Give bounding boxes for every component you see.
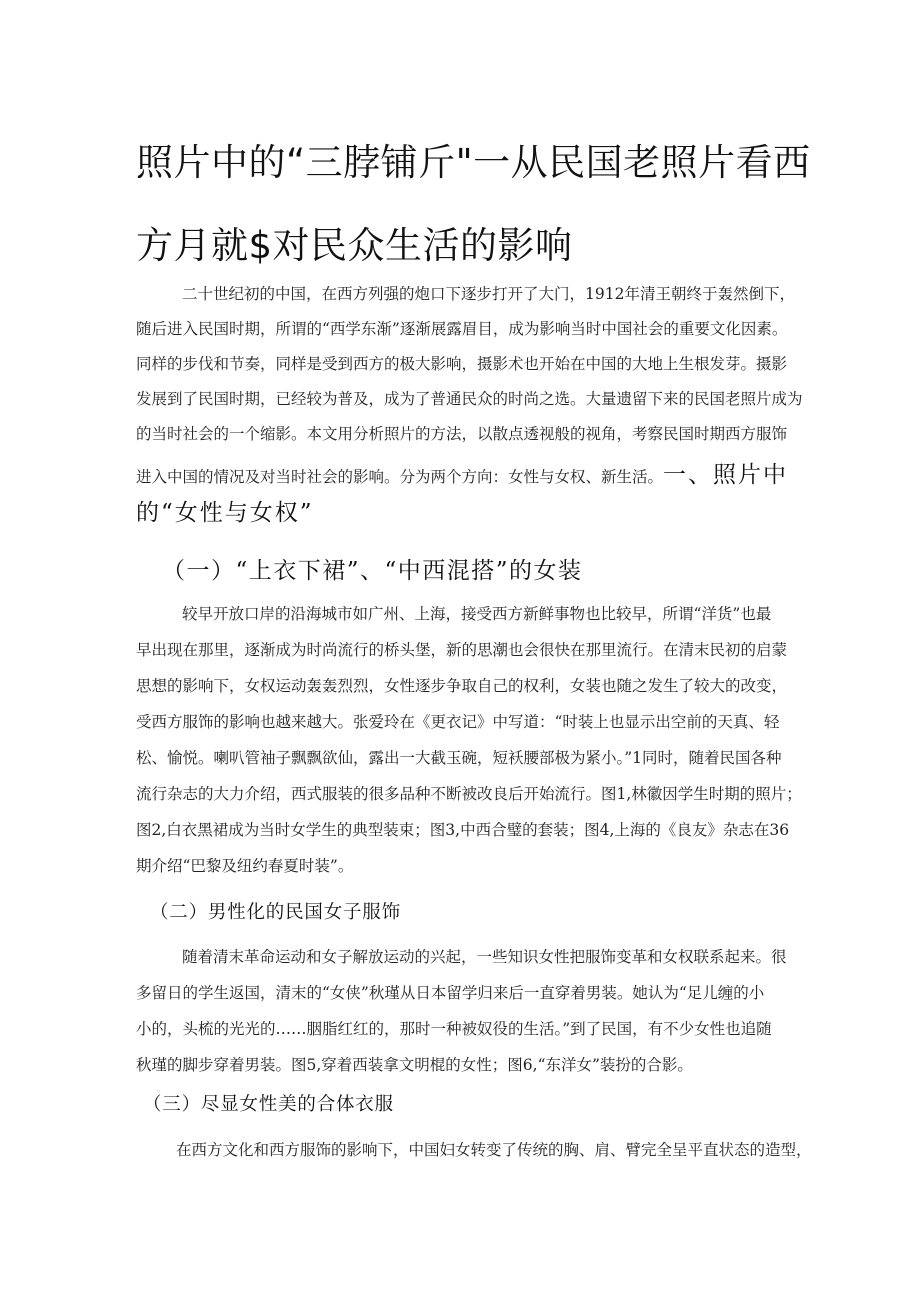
sub2-line-4: 秋瑾的脚步穿着男装。图5,穿着西装拿文明棍的女性；图6,“东洋女”装扮的合影。: [136, 1056, 693, 1074]
intro-line-2: 随后进入民国时期，所谓的“西学东渐”逐渐展露眉目，成为影响当时中国社会的重要文化因素。: [136, 320, 788, 338]
sub1-line-4: 受西方服饰的影响也越来越大。张爱玲在《更衣记》中写道：“时装上也显示出空前的天真、轻: [136, 713, 780, 731]
sub2-line-2: 多留日的学生返国，清末的“女侠”秋瑾从日本留学归来后一直穿着男装。她认为“足儿缠的小: [136, 984, 765, 1002]
subsection-2-heading: （二）男性化的民国女子服饰: [150, 902, 401, 923]
intro-line-5: 的当时社会的一个缩影。本文用分析照片的方法，以散点透视般的视角，考察民国时期西方服饰: [136, 425, 788, 443]
document-title-line-1: 照片中的“三脖铺斤"一从民国老照片看西: [136, 141, 811, 184]
document-title-line-2: 方月就$对民众生活的影响: [136, 224, 573, 267]
sub1-line-5: 松、愉悦。喇叭管袖子飘飘欲仙，露出一大截玉碗，短袄腰部极为紧小。”1同时，随着民国各种: [136, 749, 782, 767]
section-1-heading-part-1: 一、照片中: [663, 462, 789, 488]
sub1-line-8: 期介绍“巴黎及纽约春夏时装”。: [136, 857, 354, 875]
sub2-line-1: 随着清末革命运动和女子解放运动的兴起，一些知识女性把服饰变革和女权联系起来。很: [182, 948, 787, 966]
sub3-line-1: 在西方文化和西方服饰的影响下，中国妇女转变了传统的胸、肩、臂完全呈平直状态的造型，: [176, 1141, 812, 1159]
section-1-heading-part-2: 的“女性与女权”: [136, 500, 314, 526]
sub1-line-6: 流行杂志的大力介绍，西式服装的很多品种不断被改良后开始流行。图1,林徽因学生时期的照片；: [136, 785, 802, 803]
subsection-3-heading: （三）尽显女性美的合体衣服: [143, 1094, 394, 1115]
sub1-line-2: 早出现在那里，逐渐成为时尚流行的桥头堡，新的思潮也会很快在那里流行。在清末民初的启蒙: [136, 641, 788, 659]
sub1-line-1: 较早开放口岸的沿海城市如广州、上海，接受西方新鲜事物也比较早，所谓“洋货”也最: [182, 605, 772, 623]
intro-line-4: 发展到了民国时期，已经较为普及，成为了普通民众的时尚之选。大量遗留下来的民国老照片成为: [136, 390, 803, 408]
intro-line-6: 进入中国的情况及对当时社会的影响。分为两个方向：女性与女权、新生活。: [136, 468, 664, 486]
sub1-line-7: 图2,白衣黑裙成为当时女学生的典型装束；图3,中西合璧的套装；图4,上海的《良友》杂志在36: [136, 821, 790, 839]
intro-line-1: 二十世纪初的中国，在西方列强的炮口下逐步打开了大门，1912年清王朝终于轰然倒下，: [182, 285, 795, 303]
intro-line-3: 同样的步伐和节奏，同样是受到西方的极大影响，摄影术也开始在中国的大地上生根发芽。摄影: [136, 355, 788, 373]
sub2-line-3: 小的，头梳的光光的……胭脂红红的，那时一种被奴役的生活。”到了民国，有不少女性也追随: [136, 1020, 772, 1038]
intro-line-6-with-heading: [136, 462, 789, 488]
subsection-1-heading: （一）“上衣下裙”、“中西混搭”的女装: [162, 558, 583, 584]
sub1-line-3: 思想的影响下，女权运动轰轰烈烈，女性逐步争取自己的权利，女装也随之发生了较大的改变，: [136, 677, 788, 695]
